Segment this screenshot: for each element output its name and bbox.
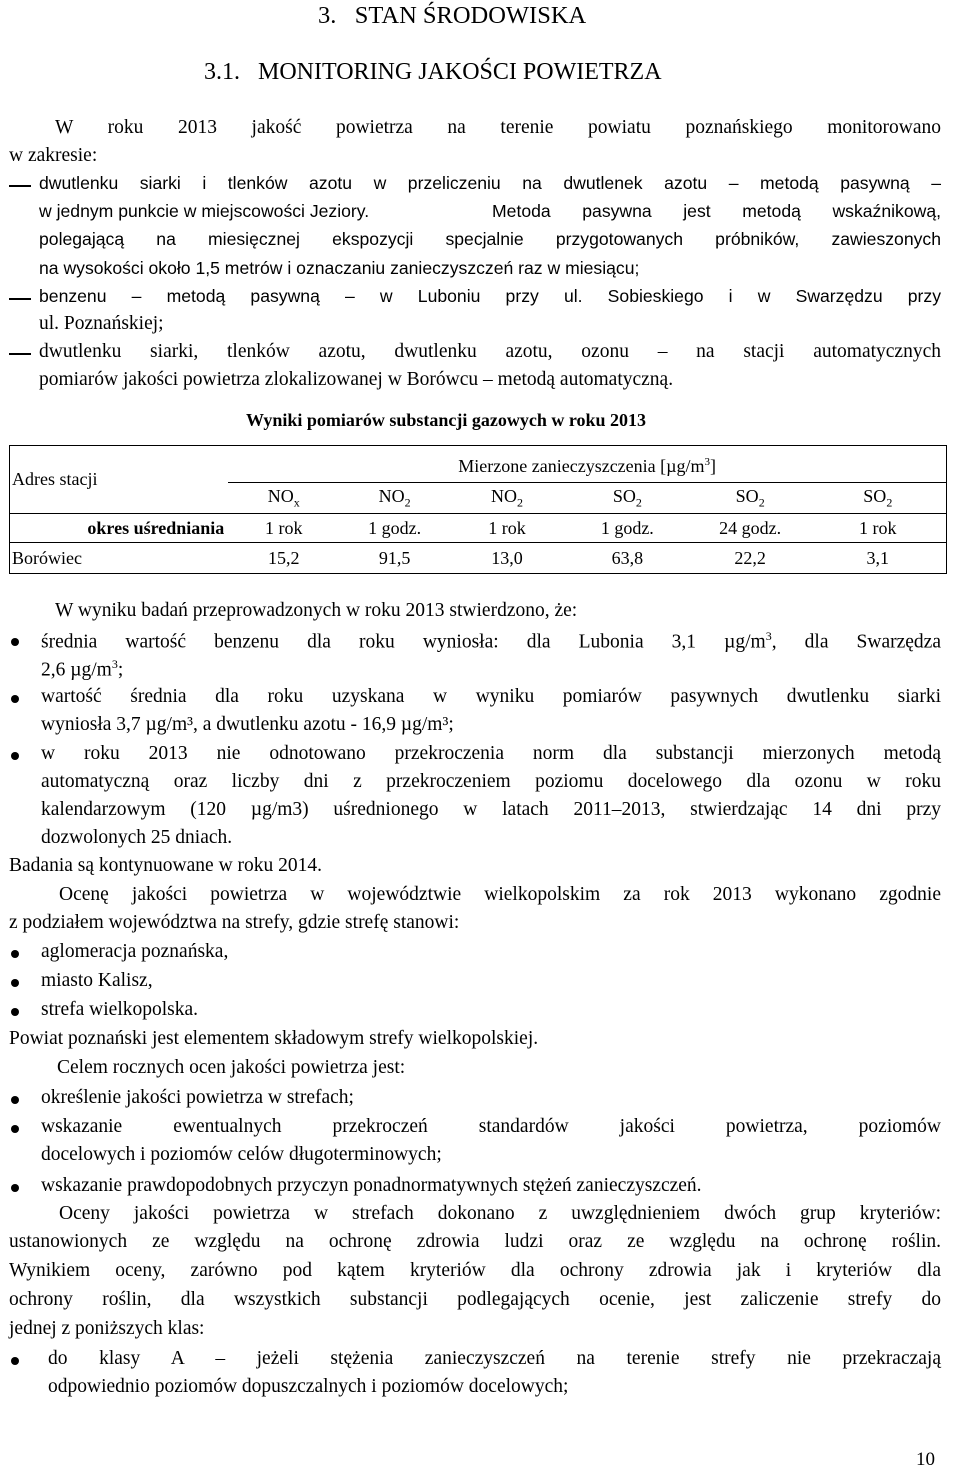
subsection-title: MONITORING JAKOŚCI POWIETRZA: [258, 59, 662, 85]
bullet-marker: [11, 1357, 19, 1365]
group-header-close: ]: [710, 455, 717, 476]
intro-line-1: W roku 2013 jakość powietrza na terenie powiatu poznańskiego monitorowano: [55, 117, 941, 138]
table-caption: Wyniki pomiarów substancji gazowych w roku 2013: [246, 410, 647, 430]
item-3-line-1: dwutlenku siarki, tlenków azotu, dwutlenku azotu, ozonu – na stacji automatycznych: [39, 341, 941, 362]
value-cell: 3,1: [810, 543, 947, 574]
result-1-line-2: 2,6 $\mu g/m^3$;: [41, 657, 124, 681]
item-2-line-2: ul. Poznańskiej;: [39, 313, 164, 334]
result-3-line-4: dozwolonych 25 dniach.: [41, 827, 233, 848]
item-2-line-1: benzenu – metodą pasywną – w Luboniu przy ul. Sobieskiego i w Swarzędzu przy: [39, 286, 941, 306]
dash-marker: [9, 298, 31, 300]
criteria-line-2: ustanowionych ze względu na ochronę zdrowia ludzi oraz ze względu na ochronę roślin.: [9, 1231, 941, 1252]
bullet-marker: [11, 638, 19, 646]
bullet-marker: [11, 695, 19, 703]
bullet-marker: [11, 1096, 19, 1104]
bullet-marker: [11, 950, 19, 958]
item-1-line-1: dwutlenku siarki i tlenków azotu w przeliczeniu na dwutlenek azotu – metodą pasywną –: [39, 173, 941, 193]
class-a-line-1: do klasy A – jeżeli stężenia zanieczyszczeń na terenie strefy nie przekraczają: [48, 1348, 941, 1369]
assessment-line-2: z podziałem województwa na strefy, gdzie strefę stanowi:: [9, 912, 460, 933]
item-1-line-2b: Metoda pasywna jest metodą wskaźnikową,: [492, 201, 941, 221]
value-cell: 15,2: [267, 547, 300, 568]
subsection-heading: [204, 59, 662, 86]
value-cell: 91,5: [378, 547, 411, 568]
criteria-line-4: ochrony roślin, dla wszystkich substancji podlegających ocenie, jest zaliczenie strefy do: [9, 1289, 941, 1310]
goal-item: wskazanie prawdopodobnych przyczyn ponadnormatywnych stężeń zanieczyszczeń.: [41, 1175, 702, 1196]
powiat-note: Powiat poznański jest elementem składowym strefy wielkopolskiej.: [9, 1028, 539, 1049]
criteria-line-3: Wynikiem oceny, zarówno pod kątem kryteriów dla ochrony zdrowia jak i kryteriów dla: [9, 1260, 941, 1281]
item-3-line-2: pomiarów jakości powietrza zlokalizowanej w Borówcu – metodą automatyczną.: [39, 369, 674, 390]
pollutant-header: $SO_2$: [612, 485, 642, 510]
period-cell: 1 rok: [810, 514, 947, 543]
pollutants-group-header: [228, 446, 946, 483]
station-name: Borówiec: [10, 543, 229, 574]
bullet-marker: [11, 979, 19, 987]
value-cell: 63,8: [611, 547, 644, 568]
pollutant-header: $NO_2$: [378, 485, 411, 510]
dash-marker: [9, 353, 31, 355]
continued-note: Badania są kontynuowane w roku 2014.: [9, 855, 323, 876]
station-header: Adres stacji: [10, 446, 229, 514]
item-1-line-4: na wysokości około 1,5 metrów i oznaczaniu zanieczyszczeń raz w miesiącu;: [39, 258, 640, 278]
criteria-line-1: Oceny jakości powietrza w strefach dokonano z uwzględnieniem dwóch grup kryteriów:: [59, 1203, 941, 1224]
criteria-line-5: jednej z poniższych klas:: [9, 1318, 205, 1339]
result-3-line-2: automatyczną oraz liczby dni z przekroczeniem poziomu docelowego dla ozonu w roku: [41, 771, 941, 792]
pollutant-header: $NO_x$: [267, 485, 300, 510]
item-1-line-3: polegającą na miesięcznej ekspozycji specjalnie przygotowanych próbników, zawieszonych: [39, 229, 941, 249]
results-intro: W wyniku badań przeprowadzonych w roku 2013 stwierdzono, że:: [55, 600, 578, 621]
pollutant-header: $SO_2$: [810, 483, 947, 514]
item-1-line-2a: w jednym punkcie w miejscowości Jeziory.: [39, 201, 370, 221]
pollutant-header: $NO_2$: [490, 485, 523, 510]
subsection-number: 3.1.: [204, 59, 240, 85]
intro-line-2: w zakresie:: [9, 145, 98, 166]
section-heading: [318, 2, 586, 30]
bullet-marker: [11, 1008, 19, 1016]
period-label: okres uśredniania: [10, 514, 229, 543]
pollutant-header: $SO_2$: [735, 485, 765, 510]
result-1-line-1: średnia wartość benzenu dla roku wyniosła: dla Lubonia 3,1 $\mu g/m^3$, dla Swarzędza: [41, 629, 941, 653]
bullet-marker: [11, 752, 19, 760]
bullet-marker: [11, 1184, 19, 1192]
goal-item: określenie jakości powietrza w strefach;: [41, 1087, 354, 1108]
goal-item-2-line-2: docelowych i poziomów celów długoterminowych;: [41, 1144, 442, 1165]
goal-item-2-line-1: wskazanie ewentualnych przekroczeń standardów jakości powietrza, poziomów: [41, 1116, 941, 1137]
value-cell: 22,2: [734, 547, 766, 568]
period-cell: 1 godz.: [600, 517, 654, 538]
zone-item: aglomeracja poznańska,: [41, 941, 229, 962]
goals-intro: Celem rocznych ocen jakości powietrza jest:: [57, 1057, 406, 1078]
page-number: 10: [916, 1449, 935, 1470]
period-cell: 1 godz.: [368, 517, 422, 538]
period-cell: 1 rok: [488, 517, 526, 538]
result-2-line-2: wyniosła 3,7 µg/m³, a dwutlenku azotu - 16,9 µg/m³;: [41, 714, 454, 735]
section-number: 3.: [318, 2, 337, 29]
results-table: [9, 445, 947, 574]
zone-item: miasto Kalisz,: [41, 970, 153, 991]
class-a-line-2: odpowiednio poziomów dopuszczalnych i poziomów docelowych;: [48, 1376, 569, 1397]
assessment-line-1: Ocenę jakości powietrza w województwie wielkopolskim za rok 2013 wykonano zgodnie: [59, 884, 941, 905]
zone-item: strefa wielkopolska.: [41, 999, 199, 1020]
bullet-marker: [11, 1125, 19, 1133]
dash-marker: [9, 185, 31, 187]
group-header-sup: 3: [704, 455, 711, 468]
result-3-line-3: kalendarzowym (120 µg/m3) uśrednionego w latach 2011–2013, stwierdzając 14 dni przy: [41, 799, 941, 820]
section-title: STAN ŚRODOWISKA: [354, 2, 587, 29]
result-3-line-1: w roku 2013 nie odnotowano przekroczenia norm dla substancji mierzonych metodą: [41, 743, 941, 764]
result-2-line-1: wartość średnia dla roku uzyskana w wyniku pomiarów pasywnych dwutlenku siarki: [41, 686, 941, 707]
group-header-text: Mierzone zanieczyszczenia [µg/m: [458, 455, 705, 476]
period-cell: 1 rok: [264, 517, 303, 538]
value-cell: 13,0: [491, 547, 523, 568]
period-cell: 24 godz.: [719, 517, 782, 538]
